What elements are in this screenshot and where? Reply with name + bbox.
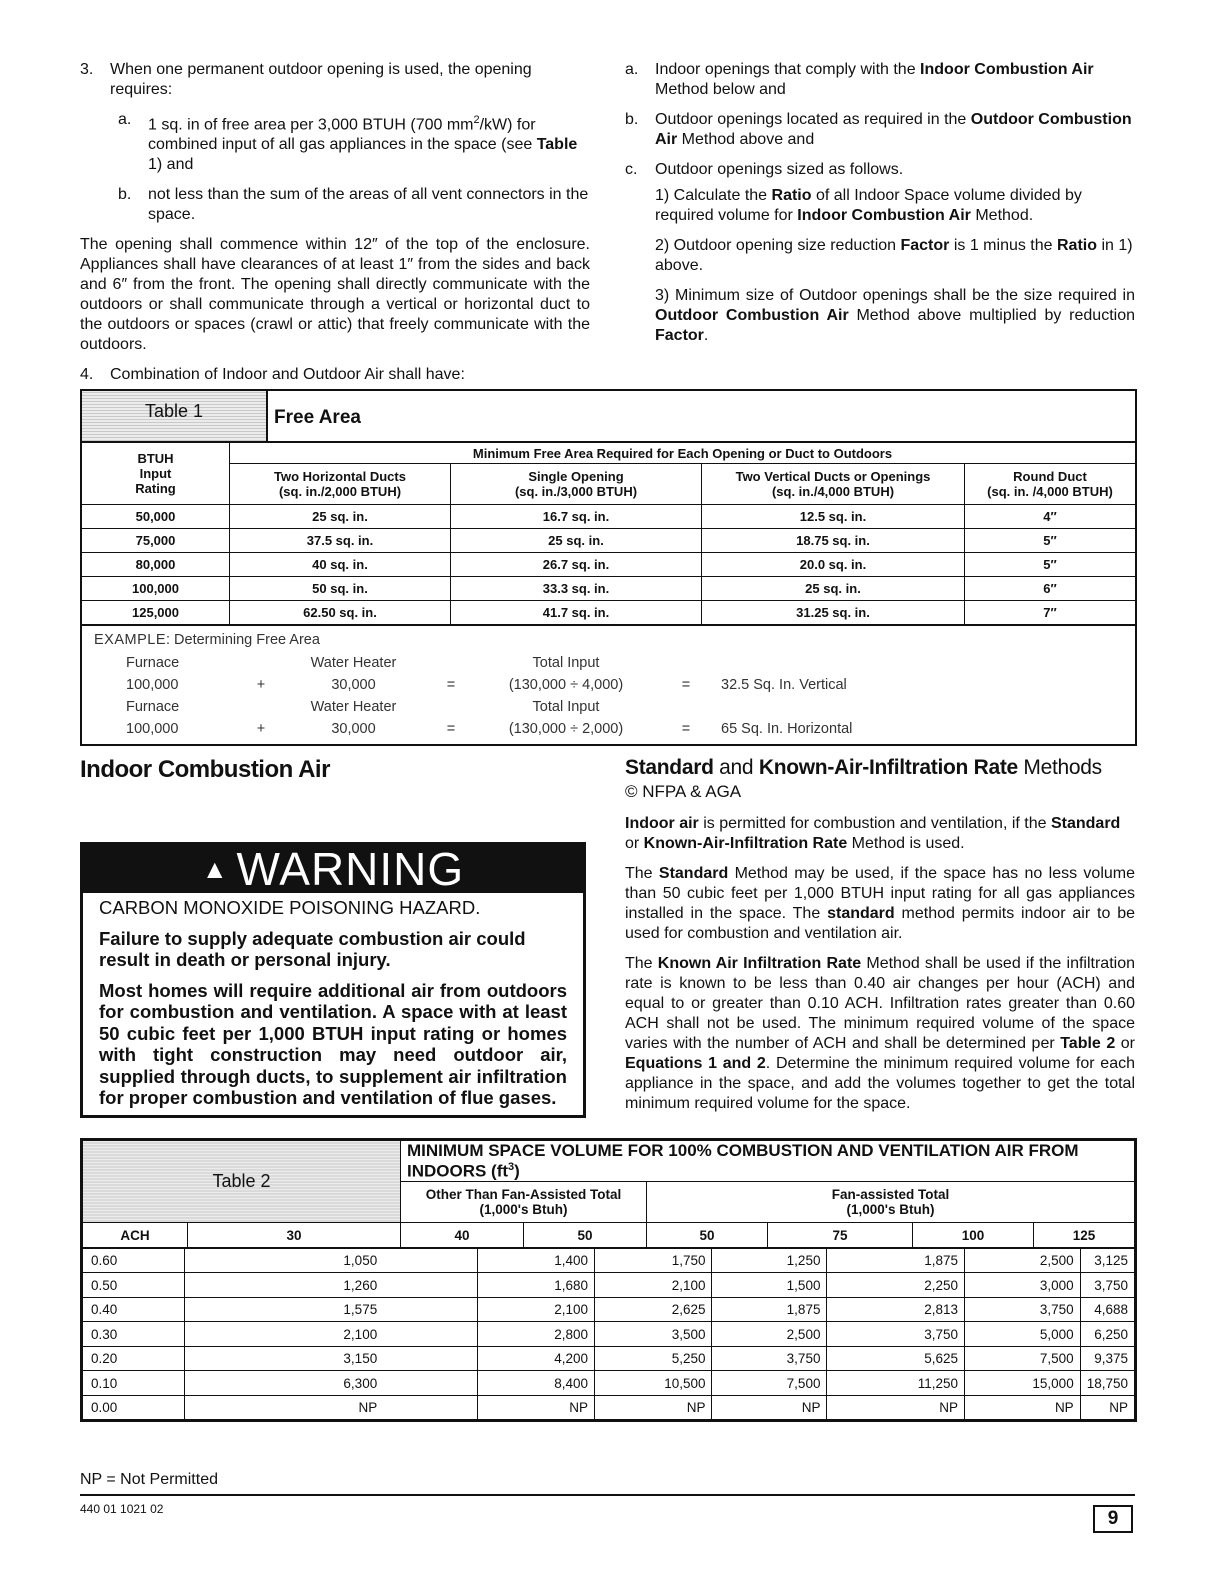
item-letter: a. [118, 111, 132, 128]
opening-paragraph: The opening shall commence within 12″ of the top of the enclosure. Appliances shall have clearances of at least 1″ from the sides and back and 6″ from the front. The opening shall directly communicate with the outdoors or shall communicate through a vertical or horizontal duct to the outdoors or spaces (crawl or attic) that freely communicate with the outdoors. [80, 236, 590, 354]
table-cell: 50 sq. in. [230, 577, 451, 601]
list-item-b [625, 110, 1135, 150]
hazard-title: CARBON MONOXIDE POISONING HAZARD. [99, 897, 481, 919]
table-row [83, 1371, 1135, 1396]
methods-paragraph-3: The Known Air Infiltration Rate Method shall be used if the infiltration rate is known to be less than 0.40 air changes per hour (ACH) and equal to or greater than 0.10 ACH. Infiltration rates greater than 0.60 ACH shall not be used. The minimum required volume of the space varies with the number of ACH and shall be determined per Table 2 or Equations 1 and 2. Determine the minimum required volume for each appliance in the space, and add the volumes together to get the total minimum required volume for the space. [625, 955, 1136, 1113]
column-header: Two Horizontal Ducts (sq. in./2,000 BTUH) [230, 464, 451, 505]
table-cell: 15,000 [965, 1371, 1081, 1396]
item-number: 3. [80, 61, 94, 78]
methods-column [625, 756, 1135, 1118]
np-note: NP = Not Permitted [80, 1471, 218, 1488]
table-cell: 100,000 [82, 577, 230, 601]
table-cell: 0.00 [83, 1395, 185, 1420]
footer-rule [80, 1494, 1135, 1496]
step-1: 1) Calculate the Ratio of all Indoor Space volume divided by required volume for Indoor Combustion Air Method. [655, 187, 1082, 224]
table-cell: 3,500 [595, 1322, 712, 1347]
table-row [83, 1395, 1135, 1420]
table-cell: 0.60 [83, 1248, 185, 1273]
table-cell: 2,100 [595, 1273, 712, 1298]
table-cell: 50 [647, 1223, 768, 1248]
item-letter: b. [118, 186, 132, 204]
table-cell: 7,500 [965, 1346, 1081, 1371]
table-row [83, 1322, 1135, 1347]
table-cell: 10,500 [595, 1371, 712, 1396]
table-cell: 0.50 [83, 1273, 185, 1298]
table-cell: 4,688 [1080, 1297, 1134, 1322]
table-cell: NP [595, 1395, 712, 1420]
table-cell: 2,800 [478, 1322, 595, 1347]
column-headers [83, 1223, 1135, 1248]
table-cell: 25 sq. in. [230, 505, 451, 529]
warning-text-2: Most homes will require additional air from outdoors for combustion and ventilation. A space with at least 50 cubic feet per 1,000 BTUH input rating or homes with tight construction may need outdoor air, supplied through ducts, to supplement air infiltration for proper combustion and ventilation of flue gases. [99, 979, 567, 1109]
span-header: Minimum Free Area Required for Each Opening or Duct to Outdoors [230, 443, 1136, 464]
table-2-title: MINIMUM SPACE VOLUME FOR 100% COMBUSTION AND VENTILATION AIR FROM INDOORS $(ft^3)$ [401, 1140, 1135, 1182]
list-item-a [625, 60, 1135, 100]
table-cell: 3,750 [827, 1322, 965, 1347]
table-cell: 3,125 [1080, 1248, 1134, 1273]
warning-body [83, 893, 583, 1115]
table-cell: 6,300 [184, 1371, 478, 1396]
table-cell: 5″ [965, 529, 1136, 553]
table-cell: 3,750 [1080, 1273, 1134, 1298]
table-cell: 7,500 [712, 1371, 827, 1396]
item-number: 4. [80, 366, 94, 384]
table-cell: 100 [913, 1223, 1034, 1248]
table-cell: 1,575 [184, 1297, 478, 1322]
example-row: 100,000 + 30,000 = (130,000 ÷ 2,000) = 65 Sq. In. Horizontal [126, 721, 853, 738]
table-cell: 8,400 [478, 1371, 595, 1396]
table-cell: 4,200 [478, 1346, 595, 1371]
table-row [82, 505, 1135, 529]
table-cell: 2,500 [965, 1248, 1081, 1273]
list-item-3 [80, 60, 590, 100]
btuh-label: BTUH [137, 451, 174, 467]
methods-paragraph-2: The Standard Method may be used, if the space has no less volume than 50 cubic feet per 1,000 BTUH input rating for all gas appliances installed in the space. The standard method permits indoor air to be used for combustion and ventilation air. [625, 865, 1136, 943]
table-2 [80, 1138, 1137, 1423]
column-header: Two Vertical Ducts or Openings (sq. in./4,000 BTUH) [702, 464, 965, 505]
table-cell: 6″ [965, 577, 1136, 601]
table-cell: 18.75 sq. in. [702, 529, 965, 553]
methods-paragraph-1: Indoor air is permitted for combustion and ventilation, if the Standard or Known-Air-Infiltration Rate Method is used. [625, 815, 1121, 853]
table-cell: 16.7 sq. in. [451, 505, 702, 529]
table-cell: 30 [188, 1223, 401, 1248]
list-item-3b [80, 185, 590, 225]
table-cell: NP [478, 1395, 595, 1420]
table-cell: 0.40 [83, 1297, 185, 1322]
step-2: 2) Outdoor opening size reduction Factor is 1 minus the Ratio in 1) above. [655, 237, 1133, 274]
table-cell: 11,250 [827, 1371, 965, 1396]
table-row [83, 1297, 1135, 1322]
table-cell: 1,680 [478, 1273, 595, 1298]
table-cell: 2,100 [478, 1297, 595, 1322]
table-cell: 1,750 [595, 1248, 712, 1273]
table-cell: NP [965, 1395, 1081, 1420]
table-cell: 1,875 [827, 1248, 965, 1273]
table-cell: 40 sq. in. [230, 553, 451, 577]
table-1-header [82, 391, 1135, 443]
table-1 [80, 389, 1137, 746]
table-2-label: Table 2 [83, 1140, 401, 1223]
example-row: 100,000 + 30,000 = (130,000 ÷ 4,000) = 32.5 Sq. In. Vertical [126, 677, 847, 694]
table-row [82, 529, 1135, 553]
table-cell: 125 [1034, 1223, 1135, 1248]
right-column [625, 60, 1135, 385]
table-cell: NP [827, 1395, 965, 1420]
item-text: When one permanent outdoor opening is used, the opening requires: [110, 61, 532, 98]
table-cell: 3,000 [965, 1273, 1081, 1298]
table-cell: 0.30 [83, 1322, 185, 1347]
table-cell: 1,260 [184, 1273, 478, 1298]
table-cell: 5″ [965, 553, 1136, 577]
table-cell: 1,400 [478, 1248, 595, 1273]
warning-label: WARNING [236, 843, 465, 896]
item-text: Combination of Indoor and Outdoor Air shall have: [110, 366, 465, 384]
table-row [83, 1248, 1135, 1273]
manual-page [80, 60, 1135, 1422]
item-text: Indoor openings that comply with the Indoor Combustion Air Method below and [655, 61, 1094, 98]
table-cell: 20.0 sq. in. [702, 553, 965, 577]
document-number: 440 01 1021 02 [80, 1502, 164, 1516]
table-cell: 2,250 [827, 1273, 965, 1298]
table-cell: 25 sq. in. [702, 577, 965, 601]
section-heading: Indoor Combustion Air [80, 756, 330, 784]
table-cell: 33.3 sq. in. [451, 577, 702, 601]
table-cell: NP [1080, 1395, 1134, 1420]
page-footer [80, 1471, 1135, 1529]
example-row: Furnace Water Heater Total Input [126, 699, 600, 716]
item-text: Outdoor openings located as required in the Outdoor Combustion Air Method above and [655, 111, 1132, 148]
list-item-3a [80, 110, 590, 175]
item-text: 1 sq. in of free area per 3,000 BTUH (700 $mm^2/kW$) for combined input of all gas appliances in the space (see Table 1) and [148, 114, 578, 174]
item-text: Outdoor openings sized as follows. [655, 161, 904, 178]
example-box [82, 625, 1135, 744]
table-cell: 1,250 [712, 1248, 827, 1273]
example-title: EXAMPLE: Determining Free Area [94, 632, 320, 649]
table-cell: 7″ [965, 601, 1136, 625]
table-cell: 12.5 sq. in. [702, 505, 965, 529]
space-volume-table [82, 1140, 1135, 1248]
item-letter: a. [625, 61, 639, 78]
table-cell: 50 [524, 1223, 647, 1248]
table-cell: 50,000 [82, 505, 230, 529]
table-cell: 2,625 [595, 1297, 712, 1322]
item-letter: b. [625, 111, 639, 128]
methods-heading: Standard and Known-Air-Infiltration Rate Methods [625, 756, 1102, 780]
copyright: © NFPA & AGA [625, 782, 742, 802]
table-cell: 5,250 [595, 1346, 712, 1371]
table-cell: 4″ [965, 505, 1136, 529]
table-cell: 2,500 [712, 1322, 827, 1347]
input-rating-label: Input Rating [135, 466, 176, 497]
table-cell: 62.50 sq. in. [230, 601, 451, 625]
btuh-header-cell [82, 443, 230, 505]
table-cell: 31.25 sq. in. [702, 601, 965, 625]
table-cell: 25 sq. in. [451, 529, 702, 553]
group-header-other: Other Than Fan-Assisted Total (1,000's Btuh) [401, 1182, 647, 1223]
middle-columns [80, 756, 1135, 1118]
column-header: Single Opening (sq. in./3,000 BTUH) [451, 464, 702, 505]
top-columns [80, 60, 1135, 385]
indoor-column [80, 756, 585, 1118]
example-row: Furnace Water Heater Total Input [126, 655, 600, 672]
column-header: Round Duct (sq. in. /4,000 BTUH) [965, 464, 1136, 505]
table-row [83, 1346, 1135, 1371]
table-cell: NP [712, 1395, 827, 1420]
ach-header: ACH [83, 1223, 188, 1248]
table-row [82, 577, 1135, 601]
table-cell: 0.20 [83, 1346, 185, 1371]
warning-triangle-icon: ▲ [201, 853, 229, 884]
table-cell: 1,500 [712, 1273, 827, 1298]
item-text: not less than the sum of the areas of all vent connectors in the space. [148, 186, 589, 224]
step-3: 3) Minimum size of Outdoor openings shall be the size required in Outdoor Combustion Air Method above multiplied by reduction Factor. [655, 287, 1135, 344]
table-cell: 0.10 [83, 1371, 185, 1396]
free-area-table [82, 443, 1135, 625]
table-cell: 2,813 [827, 1297, 965, 1322]
column-headers [82, 464, 1135, 505]
table-cell: 5,625 [827, 1346, 965, 1371]
warning-text-1: Failure to supply adequate combustion air could result in death or personal injury. [99, 927, 526, 971]
table-cell: 125,000 [82, 601, 230, 625]
table-1-title: Free Area [274, 407, 361, 429]
item-letter: c. [625, 161, 638, 178]
table-cell: 5,000 [965, 1322, 1081, 1347]
table-cell: 3,150 [184, 1346, 478, 1371]
table-cell: 1,875 [712, 1297, 827, 1322]
table-1-label: Table 1 [82, 391, 268, 441]
table-cell: 9,375 [1080, 1346, 1134, 1371]
table-cell: 1,050 [184, 1248, 478, 1273]
table-cell: 3,750 [712, 1346, 827, 1371]
table-cell: 2,100 [184, 1322, 478, 1347]
table-cell: 80,000 [82, 553, 230, 577]
left-column [80, 60, 590, 385]
list-item-c [625, 160, 1135, 180]
table-cell: 40 [401, 1223, 524, 1248]
table-row [82, 553, 1135, 577]
list-item-4 [80, 365, 590, 385]
table-cell: 75,000 [82, 529, 230, 553]
table-row [82, 601, 1135, 625]
table-row [83, 1273, 1135, 1298]
table-cell: NP [184, 1395, 478, 1420]
warning-box [80, 842, 586, 1118]
space-volume-rows [82, 1248, 1135, 1421]
table-cell: 75 [768, 1223, 913, 1248]
table-cell: 37.5 sq. in. [230, 529, 451, 553]
table-cell: 3,750 [965, 1297, 1081, 1322]
group-header-fan: Fan-assisted Total (1,000's Btuh) [647, 1182, 1135, 1223]
warning-banner [83, 843, 583, 896]
table-cell: 18,750 [1080, 1371, 1134, 1396]
table-cell: 26.7 sq. in. [451, 553, 702, 577]
table-cell: 41.7 sq. in. [451, 601, 702, 625]
page-number: 9 [1093, 1505, 1133, 1533]
table-cell: 6,250 [1080, 1322, 1134, 1347]
